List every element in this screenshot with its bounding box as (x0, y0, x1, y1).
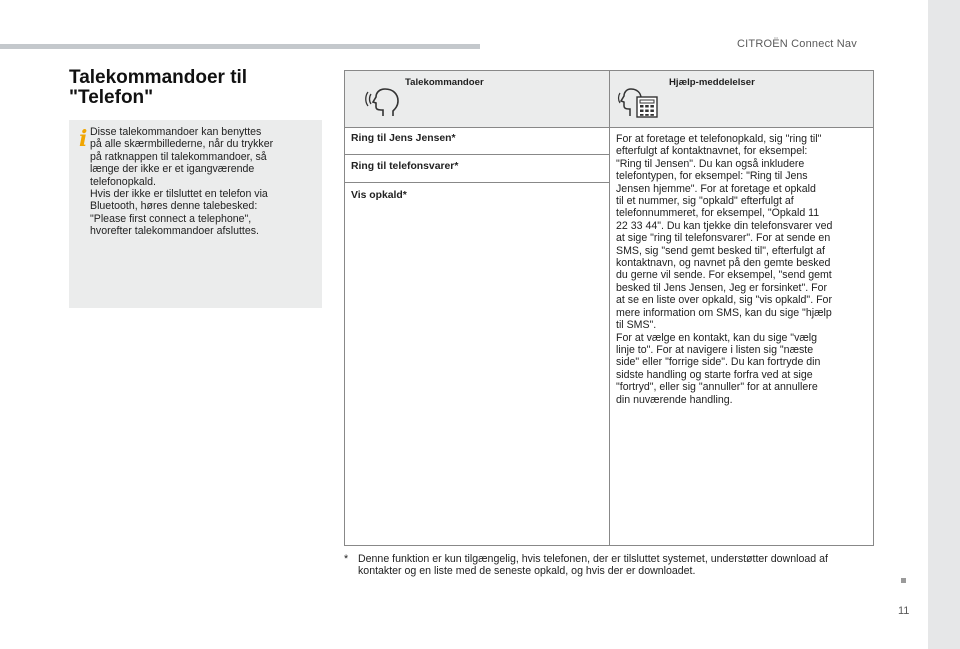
command-show-calls: Vis opkald* (351, 190, 407, 201)
voice-help-keypad-icon (617, 83, 661, 119)
column-header-help: Hjælp-meddelelser (669, 77, 755, 88)
continuation-marker (901, 578, 906, 583)
column-divider (609, 71, 610, 545)
page-number: 11 (898, 605, 910, 617)
section-title (69, 68, 329, 108)
column-header-commands: Talekommandoer (405, 77, 484, 88)
page-edge-band (928, 0, 960, 649)
info-box (69, 120, 322, 308)
brand-header: CITROËN Connect Nav (737, 38, 857, 50)
info-icon: i (79, 126, 88, 152)
footnote-text: Denne funktion er kun tilgængelig, hvis telefonen, der er tilsluttet systemet, understøtter download af kontakter og en liste med de seneste opkald, og hvis der er downloadet. (358, 553, 828, 578)
command-call-voicemail: Ring til telefonsvarer* (345, 155, 609, 183)
voice-command-table (344, 70, 874, 546)
header-rule (0, 44, 480, 49)
footnote-marker: * (344, 553, 349, 565)
help-message-text: For at foretage et telefonopkald, sig "ring til" efterfulgt af kontaktnavnet, for eksempel: "Ring til Jensen". Du kan også inkludere telefontypen, for eksempel: "Ring til Jens Jensen hjemme". For at foretage et opkald til et nummer, sig "opkald" efterfulgt af telefonnummeret, for eksempel, "Opkald 11 22 33 44". Du kan tjekke din telefonsvarer ved at sige "ring til telefonsvarer". For at sende en SMS, sig "send gemt besked til", efterfulgt af kontaktnavn, og navnet på den gemte besked du gerne vil sende. For eksempel, "send gemt besked til Jens Jensen, Jeg er forsinket". For at se en liste over opkald, sig "vis opkald". For mere information om SMS, kan du sige "hjælp til SMS". For at vælge en kontakt, kan du sige "vælg linje to". For at navigere i listen sig "næste side" eller "forrige side". Du kan fortryde din sidste handling og starte forfra ved at sige "fortryd", eller sig "annuller" for at annullere din nuværende handling. (616, 133, 833, 406)
command-call-contact: Ring til Jens Jensen* (345, 127, 609, 155)
info-text: Disse talekommandoer kan benyttes på alle skærmbillederne, når du trykker på ratknappen til talekommandoer, så længe der ikke er et igangværende telefonopkald. Hvis der ikke er tilsluttet en telefon via Bluetooth, høres denne talebesked: "Please first connect a telephone", hvorefter talekommandoer afsluttes. (90, 126, 274, 238)
voice-command-icon (365, 83, 403, 119)
section-title-line2: "Telefon" (69, 87, 154, 108)
footnote (344, 553, 874, 578)
section-title-line1: Talekommandoer til (69, 67, 248, 88)
